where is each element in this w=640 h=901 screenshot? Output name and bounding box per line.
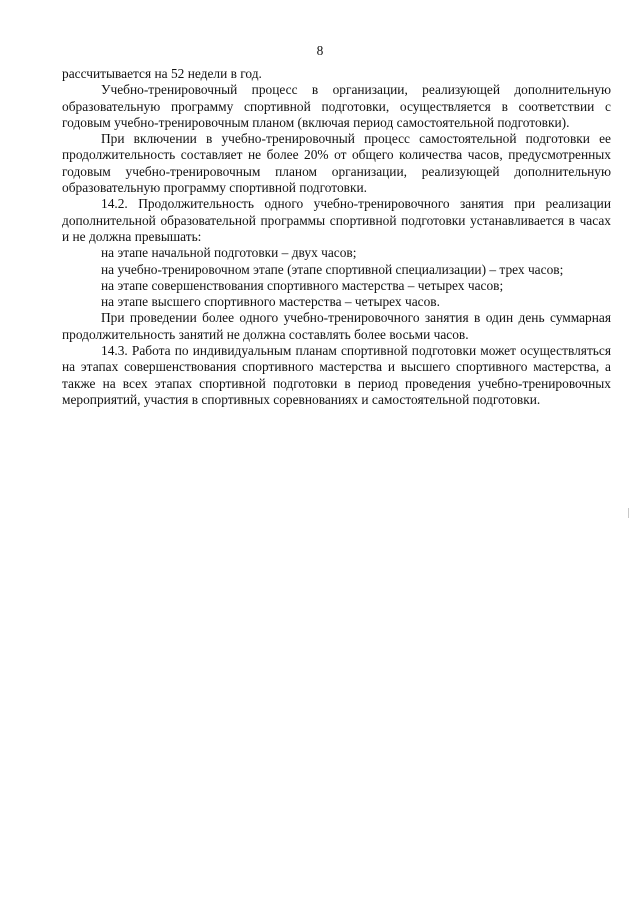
list-item-training-stage: на учебно-тренировочном этапе (этапе спортивной специализации) – трех часов;	[101, 261, 564, 277]
paragraph-14-3: 14.3. Работа по индивидуальным планам спортивной подготовки может осуществляться на этапах совершенствования спортивного мастерства и высшего спортивного мастерства, а также на всех этапах спортивной подготовки в период проведения учебно-тренировочных мероприятий, участия в спортивных соревнованиях и самостоятельной подготовки.	[62, 343, 611, 407]
document-body	[62, 66, 611, 408]
page-number: 8	[316, 43, 324, 58]
paragraph-multiple-sessions: При проведении более одного учебно-тренировочного занятия в один день суммарная продолжительность занятий не должна составлять более восьми часов.	[62, 310, 611, 342]
paragraph-continuation: рассчитывается на 52 недели в год.	[62, 66, 262, 81]
list-item-initial-stage: на этапе начальной подготовки – двух часов;	[101, 245, 357, 261]
list-item-improvement-stage: на этапе совершенствования спортивного мастерства – четырех часов;	[101, 277, 504, 293]
scan-artifact	[628, 508, 629, 518]
paragraph-training-process: Учебно-тренировочный процесс в организации, реализующей дополнительную образовательную программу спортивной подготовки, осуществляется в соответствии с годовым учебно-тренировочным планом (включая период самостоятельной подготовки).	[62, 82, 611, 130]
list-item-higher-stage: на этапе высшего спортивного мастерства – четырех часов.	[101, 294, 440, 310]
paragraph-14-2: 14.2. Продолжительность одного учебно-тренировочного занятия при реализации дополнительной образовательной программы спортивной подготовки устанавливается в часах и не должна превышать:	[62, 196, 611, 244]
paragraph-self-preparation: При включении в учебно-тренировочный процесс самостоятельной подготовки ее продолжительность составляет не более 20% от общего количества часов, предусмотренных годовым учебно-тренировочным планом организации, реализующей дополнительную образовательную программу спортивной подготовки.	[62, 131, 611, 196]
